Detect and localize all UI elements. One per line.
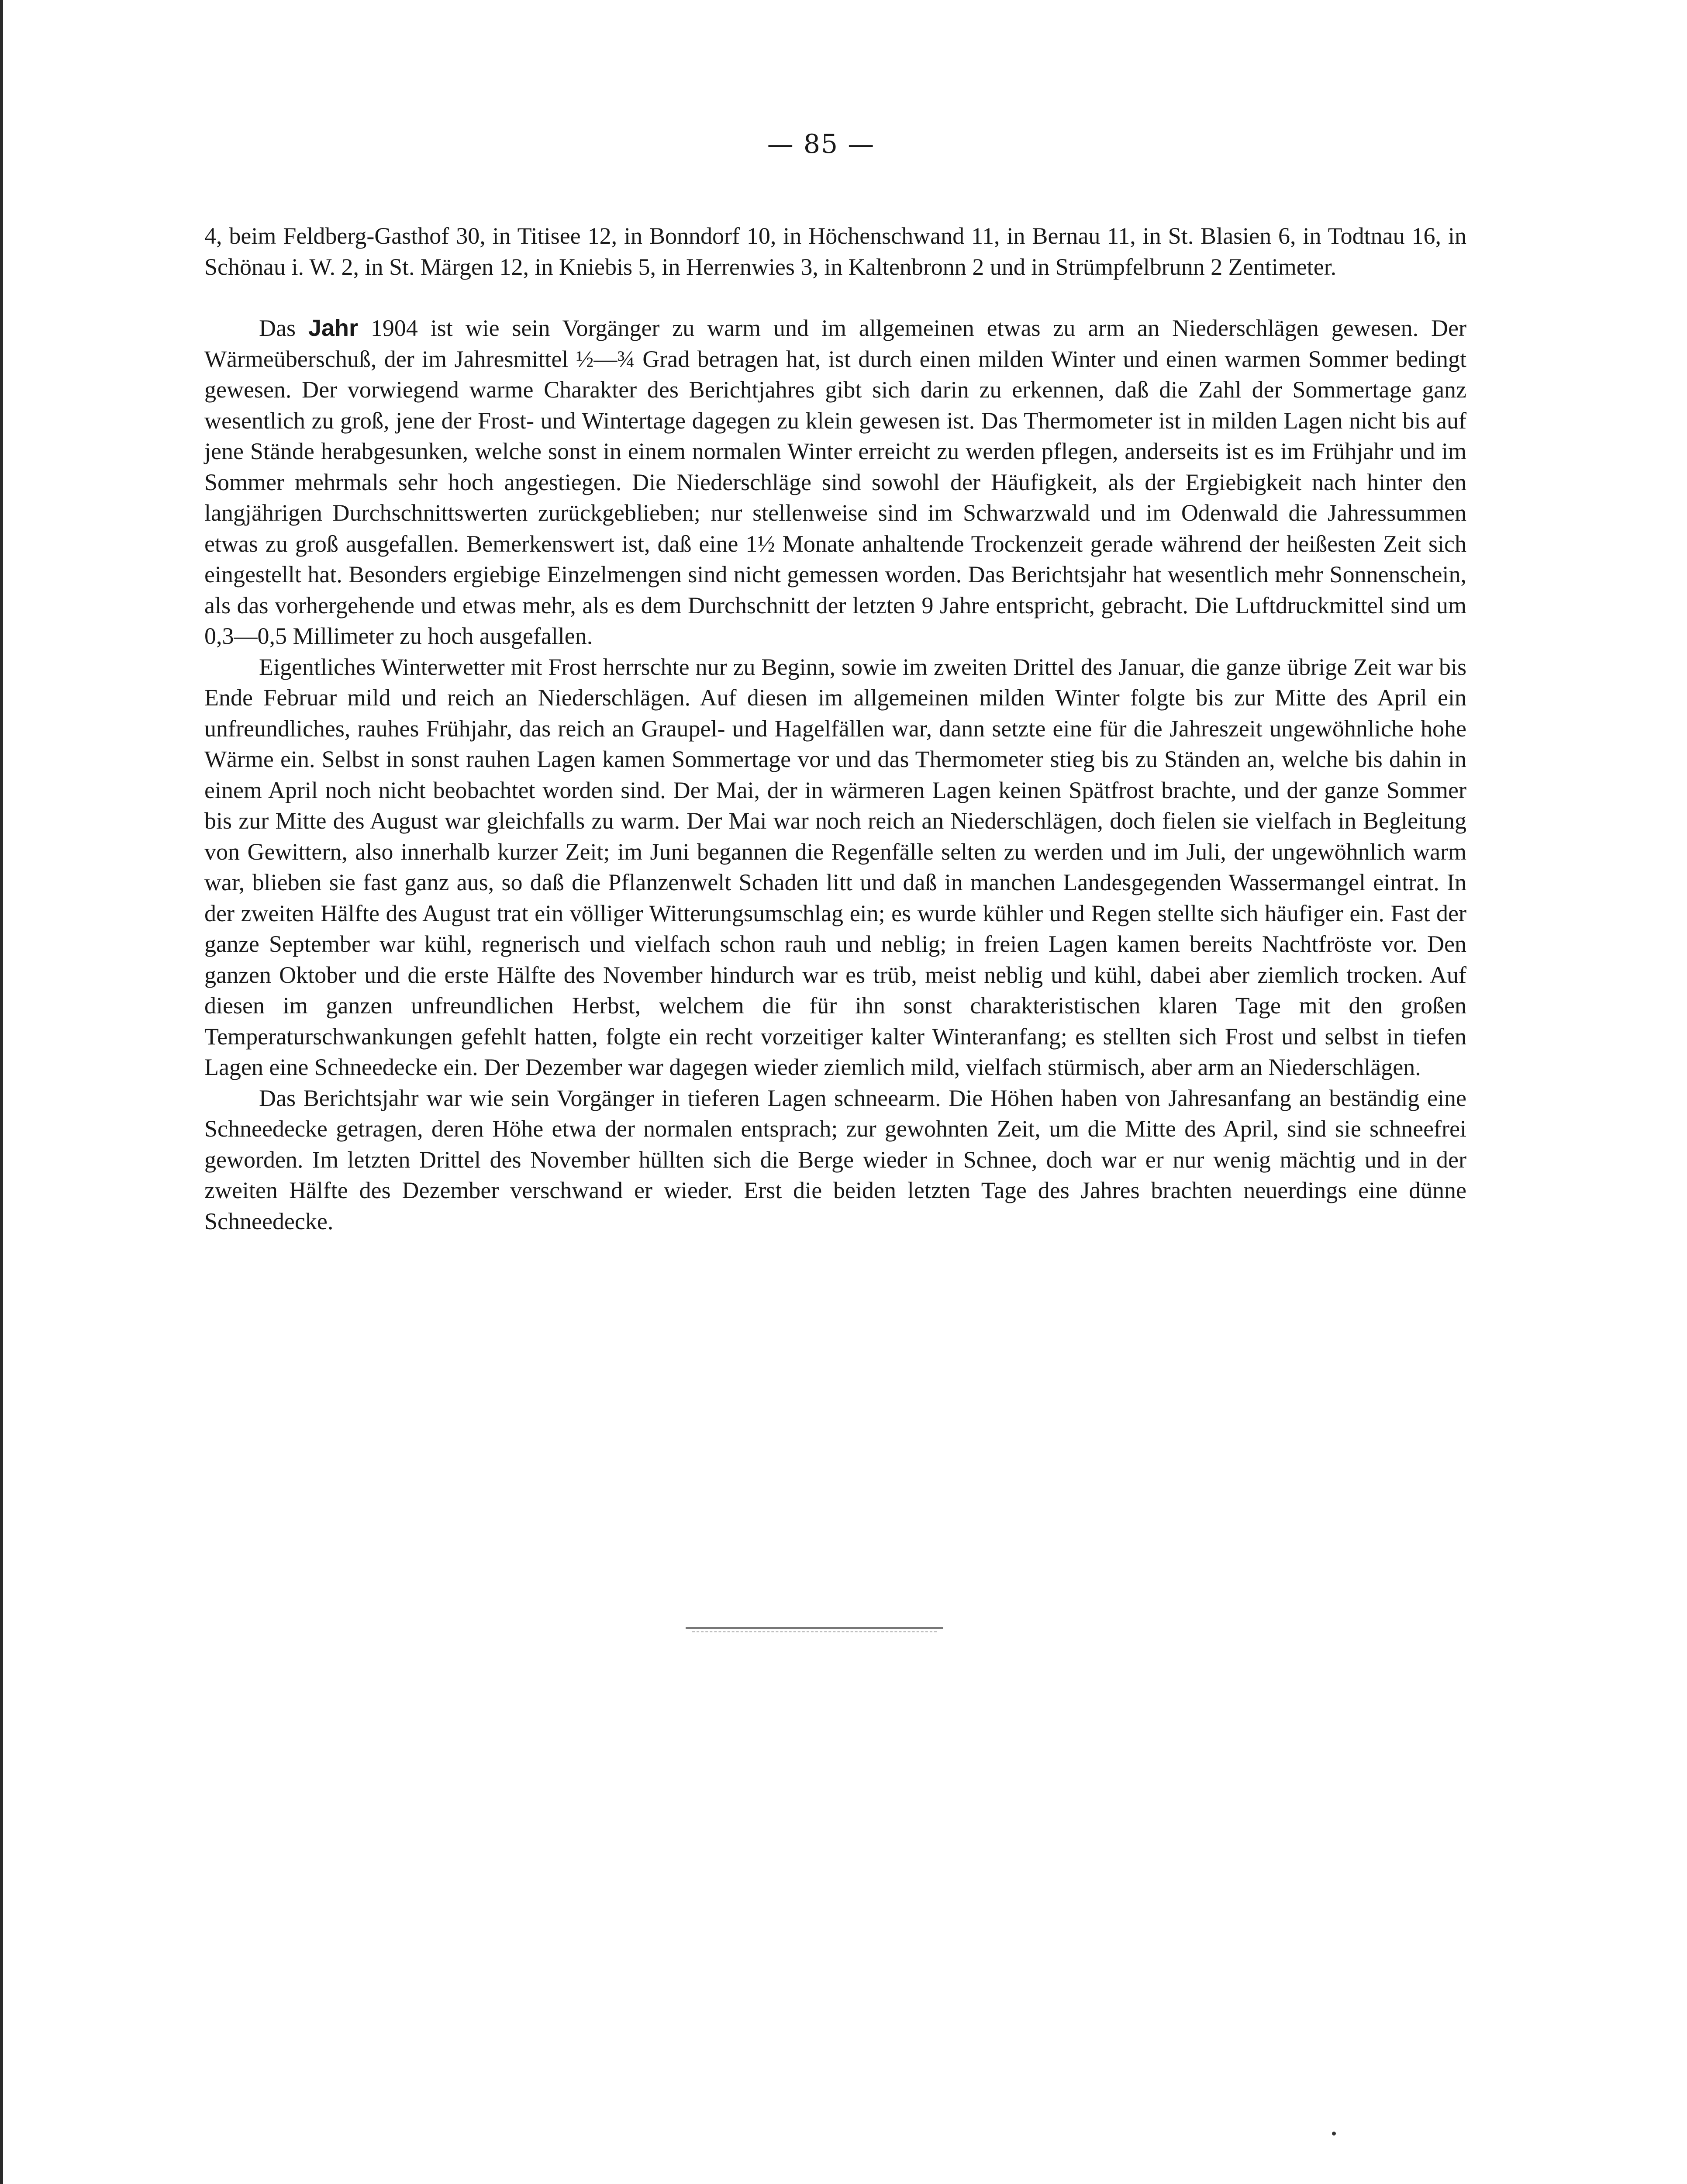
keyword-jahr: Jahr: [308, 315, 358, 341]
scan-edge-shadow: [0, 0, 3, 2184]
paragraph-snow-cover: Das Berichtsjahr war wie sein Vorgänger in tieferen Lagen schneearm. Die Höhen haben von Jahresanfang an beständig eine Schneedecke getragen, deren Höhe etwa der normalen entsprach; zur gewohnten Zeit, um die Mitte des April, sind sie schneefrei geworden. Im letzten Drittel des November hüllten sich die Berge wieder in Schnee, doch war er nur wenig mächtig und in der zweiten Hälfte des Dezember verschwand er wieder. Erst die beiden letzten Tage des Jahres brachten neuerdings eine dünne Schneedecke.: [204, 1085, 1466, 1234]
paragraph-year-summary-start: Das: [259, 315, 308, 341]
section-separator: [686, 1627, 943, 1629]
paragraph-year-summary-text: 1904 ist wie sein Vorgänger zu warm und im allgemeinen etwas zu arm an Niederschlägen gewesen. Der Wärmeüberschuß, der im Jahresmittel ½—¾ Grad betragen hat, ist durch einen milden Winter und einen warmen Sommer bedingt gewesen. Der vorwiegend warme Charakter des Berichtjahres gibt sich darin zu erkennen, daß die Zahl der Sommertage ganz wesentlich zu groß, jene der Frost- und Wintertage dagegen zu klein gewesen ist. Das Thermometer ist in milden Lagen nicht bis auf jene Stände herabgesunken, welche sonst in einem normalen Winter erreicht zu werden pflegen, anderseits ist es im Frühjahr und im Sommer mehrmals sehr hoch angestiegen. Die Niederschläge sind sowohl der Häufigkeit, als der Ergiebigkeit nach hinter den langjährigen Durchschnittswerten zurückgeblieben; nur stellenweise sind im Schwarzwald und im Odenwald die Jahressummen etwas zu groß ausgefallen. Bemerkenswert ist, daß eine 1½ Monate anhaltende Trockenzeit gerade während der heißesten Zeit sich eingestellt hat. Besonders ergiebige Einzelmengen sind nicht gemessen worden. Das Berichtsjahr hat wesentlich mehr Sonnenschein, als das vorhergehende und etwas mehr, als es dem Durchschnitt der letzten 9 Jahre entspricht, gebracht. Die Luftdruckmittel sind um 0,3—0,5 Millimeter zu hoch ausgefallen.: [204, 315, 1467, 649]
paragraph-weather-course: Eigentliches Winterwetter mit Frost herrschte nur zu Beginn, sowie im zweiten Drittel des Januar, die ganze übrige Zeit war bis Ende Februar mild und reich an Niederschlägen. Auf diesen im allgemeinen milden Winter folgte bis zur Mitte des April ein unfreundliches, rauhes Frühjahr, das reich an Graupel- und Hagelfällen war, dann setzte eine für die Jahreszeit ungewöhnliche hohe Wärme ein. Selbst in sonst rauhen Lagen kamen Sommertage vor und das Thermometer stieg bis zu Ständen an, welche bis dahin in einem April noch nicht beobachtet worden sind. Der Mai, der in wärmeren Lagen keinen Spätfrost brachte, und der ganze Sommer bis zur Mitte des August war gleichfalls zu warm. Der Mai war noch reich an Niederschlägen, doch fielen sie vielfach in Begleitung von Gewittern, also innerhalb kurzer Zeit; im Juni begannen die Regenfälle selten zu werden und im Juli, der ungewöhnlich warm war, blieben sie fast ganz aus, so daß die Pflanzenwelt Schaden litt und daß in manchen Landesgegenden Wassermangel eintrat. In der zweiten Hälfte des August trat ein völliger Witterungsumschlag ein; es wurde kühler und Regen stellte sich häufiger ein. Fast der ganze September war kühl, regnerisch und vielfach schon rauh und neblig; in freien Lagen kamen bereits Nachtfröste vor. Den ganzen Oktober und die erste Hälfte des November hindurch war es trüb, meist neblig und kühl, dabei aber ziemlich trocken. Auf diesen im ganzen unfreundlichen Herbst, welchem die für ihn sonst charakteristischen klaren Tage mit den großen Temperaturschwankungen gefehlt hatten, folgte ein recht vorzeitiger kalter Winteranfang; es stellten sich Frost und selbst in tiefen Lagen eine Schneedecke ein. Der Dezember war dagegen wieder ziemlich mild, vielfach stürmisch, aber arm an Niederschlägen.: [204, 653, 1466, 1080]
scan-speck: [1332, 2132, 1336, 2136]
page-number: — 85 —: [767, 129, 875, 159]
paragraph-continuation: 4, beim Feldberg-Gasthof 30, in Titisee 12, in Bonndorf 10, in Höchenschwand 11, in Bernau 11, in St. Blasien 6, in Todtnau 16, in Schönau i. W. 2, in St. Märgen 12, in Kniebis 5, in Herrenwies 3, in Kaltenbronn 2 und in Strümpfelbrunn 2 Zentimeter.: [204, 223, 1466, 280]
paragraph-year-summary: [204, 313, 1466, 652]
section-separator-underline: [692, 1631, 937, 1632]
body-text: [204, 221, 1466, 1237]
